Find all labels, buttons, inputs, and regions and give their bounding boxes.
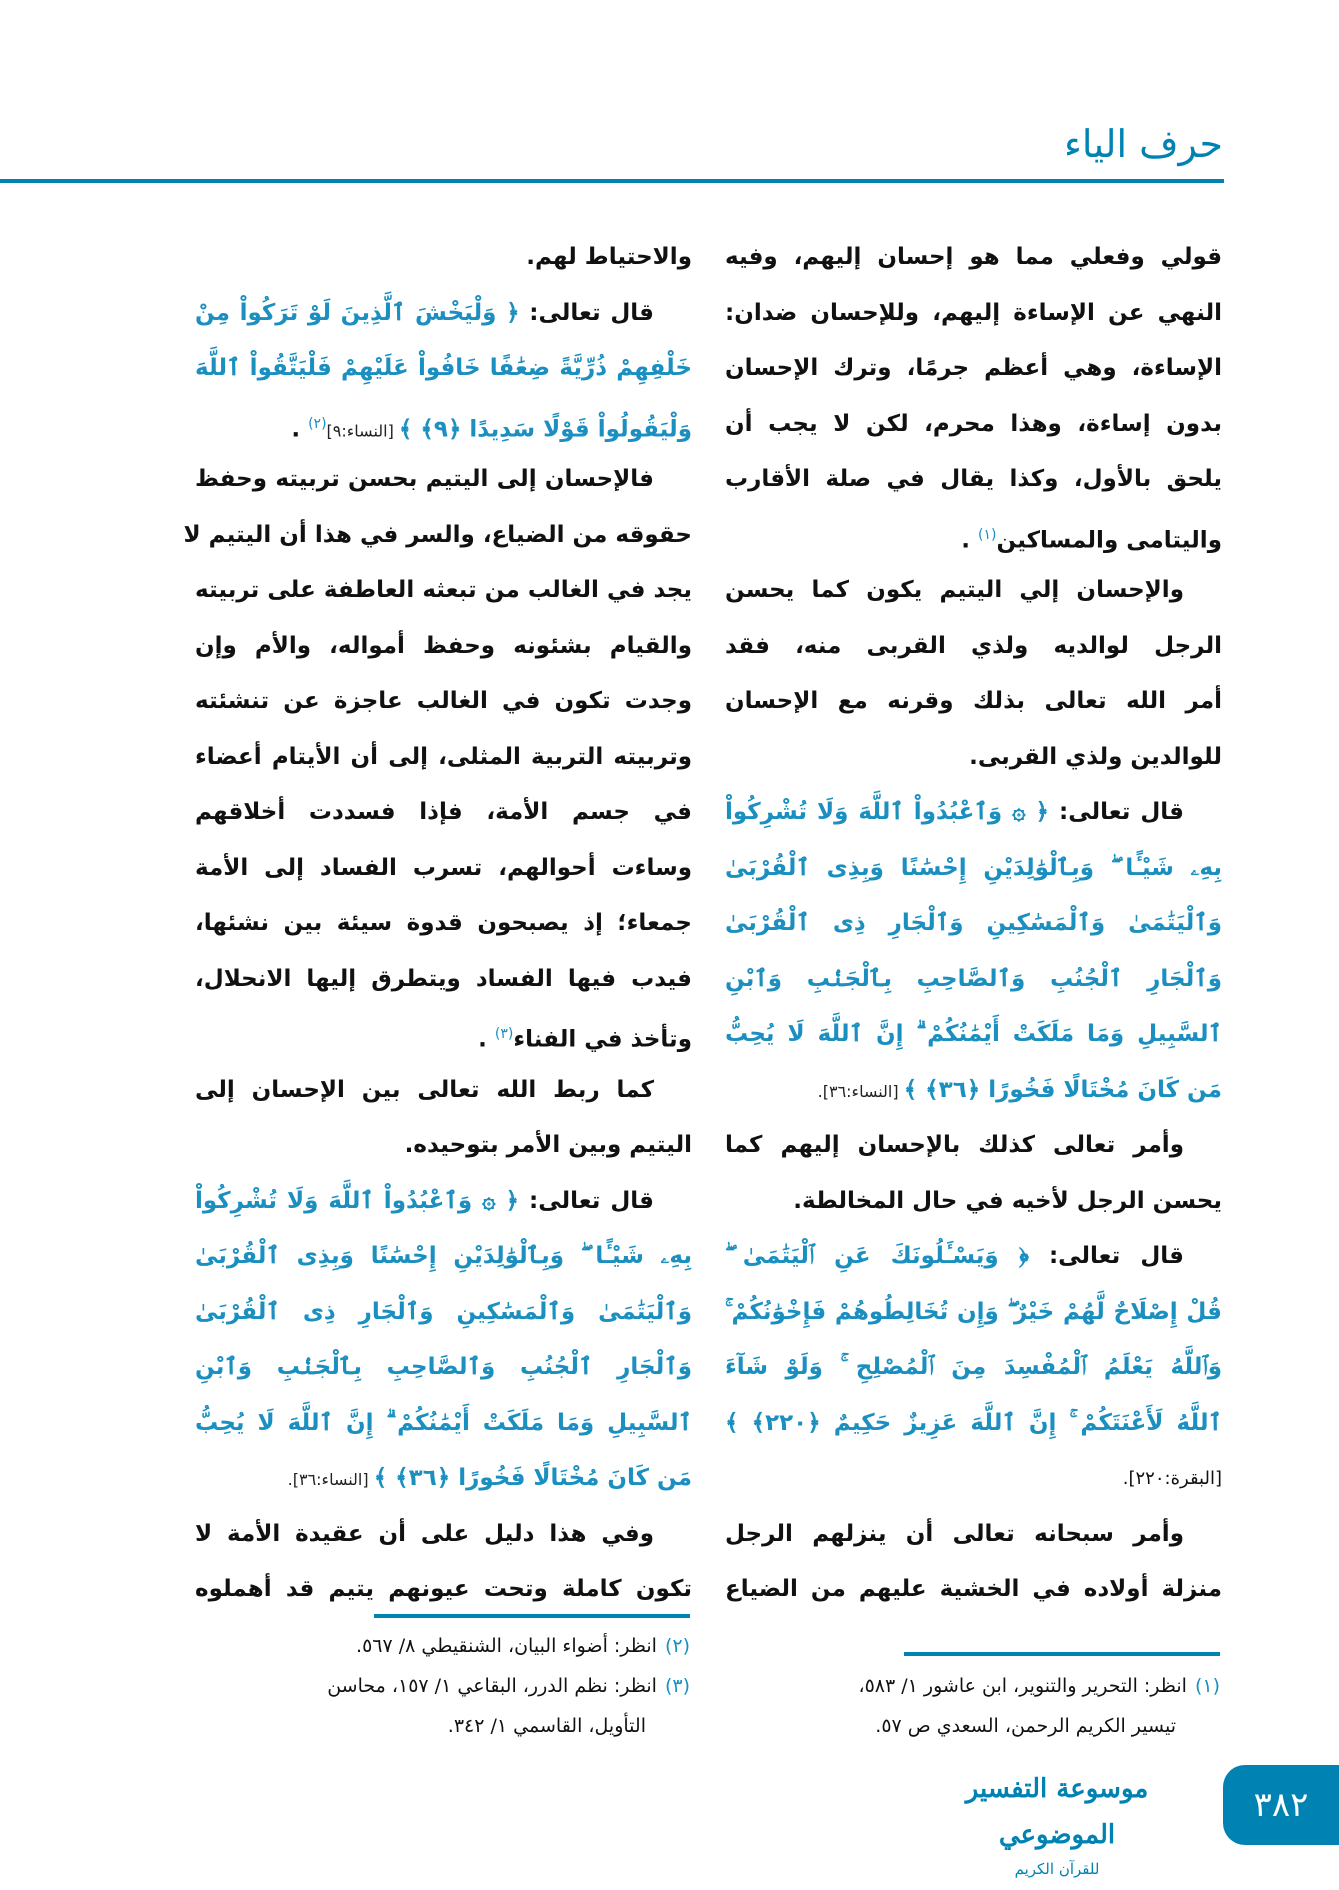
- line-text: قُلْ إِصْلَاحٌ لَّهُمْ خَيْرٌ ۖ وَإِن تُخَالِطُوهُمْ فَإِخْوَٰنُكُمْ ۚ: [725, 1298, 1222, 1325]
- footnote-reference[interactable]: (١): [978, 526, 997, 543]
- quran-verse-line: [725, 952, 1222, 1008]
- line-text: والاحتياط لهم.: [526, 244, 692, 270]
- line-text: بِهِۦ شَيْـًٔا ۖ وَبِٱلْوَٰلِدَيْنِ إِحْسَٰنًا وَبِذِى ٱلْقُرْبَىٰ: [725, 854, 1222, 881]
- quran-verse-line: [725, 896, 1222, 952]
- text-line: [725, 397, 1222, 453]
- text-line: [195, 896, 692, 952]
- text-line: [195, 785, 692, 841]
- text-line: [195, 230, 692, 286]
- footnote-number: (٢): [664, 1635, 690, 1657]
- footnote-reference[interactable]: (٣): [494, 1026, 514, 1042]
- quran-verse-line: [195, 1451, 692, 1507]
- quran-verse-line: [725, 785, 1222, 841]
- text-line: [195, 452, 692, 508]
- quran-verse-line: [195, 1229, 692, 1285]
- line-text: يجد في الغالب من تبعثه العاطفة على تربيته: [195, 577, 692, 603]
- page-number: ٣٨٢: [1223, 1765, 1339, 1845]
- text-line: [195, 1118, 692, 1174]
- line-text: قولي وفعلي مما هو إحسان إليهم، وفيه: [725, 244, 1222, 270]
- quran-verse-line: [195, 286, 692, 342]
- line-text: مَن كَانَ مُخْتَالًا فَخُورًا ﴿٣٦﴾ ﴾: [373, 1465, 692, 1491]
- verse-intro: قال تعالى:: [519, 299, 654, 326]
- footnote-text-cont: تيسير الكريم الرحمن، السعدي ص ٥٧.: [875, 1715, 1176, 1737]
- line-text: يحسن الرجل لأخيه في حال المخالطة.: [793, 1187, 1222, 1214]
- text-line: [725, 674, 1222, 730]
- line-text: وتأخذ في الفناء: [513, 1026, 692, 1053]
- line-text: حقوقه من الضياع، والسر في هذا أن اليتيم لا: [183, 521, 692, 548]
- punctuation: .: [961, 527, 979, 554]
- text-line: [725, 286, 1222, 342]
- line-text: وَٱلْيَتَٰمَىٰ وَٱلْمَسَٰكِينِ وَٱلْجَارِ ذِى ٱلْقُرْبَىٰ: [725, 910, 1222, 936]
- text-line: [725, 563, 1222, 619]
- line-text: وتربيته التربية المثلى، إلى أن الأيتام أعضاء: [195, 743, 692, 770]
- quran-verse-line: [195, 1340, 692, 1396]
- line-text: ﴿ وَلْيَخْشَ ٱلَّذِينَ لَوْ تَرَكُواْ مِنْ: [195, 299, 520, 326]
- line-text: بِهِۦ شَيْـًٔا ۖ وَبِٱلْوَٰلِدَيْنِ إِحْسَٰنًا وَبِذِى ٱلْقُرْبَىٰ: [195, 1243, 692, 1269]
- line-text: وَلْيَقُولُواْ قَوْلًا سَدِيدًا ﴿٩﴾ ﴾: [398, 416, 692, 443]
- line-text: اليتيم وبين الأمر بتوحيده.: [404, 1132, 692, 1158]
- line-text: كما ربط الله تعالى بين الإحسان إلى: [195, 1076, 654, 1103]
- quran-verse-line: [725, 1285, 1222, 1341]
- verse-citation: [النساء:٣٦].: [817, 1081, 904, 1101]
- text-line: [195, 730, 692, 786]
- line-text: وساءت أحوالهم، تسرب الفساد إلى الأمة: [195, 854, 692, 881]
- text-line: [725, 341, 1222, 397]
- footnote-3: [190, 1666, 690, 1746]
- line-text: النهي عن الإساءة إليهم، وللإحسان ضدان:: [725, 299, 1222, 326]
- text-line: [725, 230, 1222, 286]
- line-text: وجدت تكون في الغالب عاجزة عن تنشئته: [195, 688, 692, 714]
- footnote-reference[interactable]: (٢): [308, 415, 327, 432]
- line-text: وأمر سبحانه تعالى أن ينزلهم الرجل: [725, 1520, 1184, 1547]
- footnote-2: [190, 1626, 690, 1666]
- footnote-number: (٣): [664, 1675, 690, 1697]
- line-text: وَٱللَّهُ يَعْلَمُ ٱلْمُفْسِدَ مِنَ ٱلْمُصْلِحِ ۚ وَلَوْ شَآءَ: [725, 1354, 1222, 1380]
- text-line: [725, 1118, 1222, 1174]
- line-text: خَلْفِهِمْ ذُرِّيَّةً ضِعَٰفًا خَافُواْ عَلَيْهِمْ فَلْيَتَّقُواْ ٱللَّهَ: [195, 355, 692, 381]
- line-text: ٱلسَّبِيلِ وَمَا مَلَكَتْ أَيْمَٰنُكُمْ ۗ إِنَّ ٱللَّهَ لَا يُحِبُّ: [195, 1409, 692, 1436]
- verse-citation: [النساء:٩]: [326, 421, 399, 441]
- quran-verse-line: [195, 1174, 692, 1230]
- line-text: يلحق بالأول، وكذا يقال في صلة الأقارب: [725, 466, 1222, 492]
- punctuation: .: [478, 1026, 495, 1053]
- line-text: ﴿ وَيَسْـَٔلُونَكَ عَنِ ٱلْيَتَٰمَىٰ ۖ: [725, 1243, 1029, 1269]
- line-text: وفي هذا دليل على أن عقيدة الأمة لا: [195, 1520, 654, 1547]
- quran-verse-line: [195, 1285, 692, 1341]
- encyclopedia-logo: [934, 1766, 1180, 1878]
- line-text: بدون إساءة، وهذا محرم، لكن لا يجب أن: [725, 410, 1222, 437]
- line-text: ٱلسَّبِيلِ وَمَا مَلَكَتْ أَيْمَٰنُكُمْ ۗ إِنَّ ٱللَّهَ لَا يُحِبُّ: [725, 1021, 1222, 1047]
- line-text: فالإحسان إلى اليتيم بحسن تربيته وحفظ: [195, 466, 654, 492]
- text-line: [725, 508, 1222, 564]
- quran-verse-line: [195, 397, 692, 453]
- line-text: ﴿ ۞ وَٱعْبُدُواْ ٱللَّهَ وَلَا تُشْرِكُواْ: [725, 799, 1050, 825]
- line-text: أمر الله تعالى بذلك وقرنه مع الإحسان: [725, 688, 1222, 714]
- verse-intro: قال تعالى:: [519, 1187, 654, 1214]
- text-line: [195, 1063, 692, 1119]
- verse-intro: قال تعالى:: [1049, 799, 1184, 825]
- quran-verse-line: [725, 1396, 1222, 1452]
- chapter-title: حرف الياء: [1064, 122, 1223, 166]
- line-text: ٱللَّهُ لَأَعْنَتَكُمْ ۚ إِنَّ ٱللَّهَ عَزِيزٌ حَكِيمٌ ﴿٢٢٠﴾ ﴾: [725, 1409, 1222, 1436]
- verse-intro: قال تعالى:: [1028, 1243, 1184, 1269]
- line-text: تكون كاملة وتحت عيونهم يتيم قد أهملوه: [195, 1576, 692, 1602]
- line-text: في جسم الأمة، فإذا فسددت أخلاقهم: [195, 799, 692, 825]
- line-text: واليتامى والمساكين: [996, 527, 1222, 554]
- quran-verse-line: [195, 1396, 692, 1452]
- verse-citation: [النساء:٣٦].: [287, 1470, 374, 1489]
- text-line: [195, 563, 692, 619]
- footnote-text: انظر: نظم الدرر، البقاعي ١/ ١٥٧، محاسن: [327, 1675, 657, 1697]
- text-line: [195, 1562, 692, 1618]
- quran-verse-line: [725, 1063, 1222, 1119]
- text-line: [183, 508, 692, 564]
- footnote-number: (١): [1194, 1675, 1220, 1697]
- logo-main-text: موسوعة التفسير الموضوعي: [965, 1774, 1149, 1850]
- text-line: [725, 1451, 1222, 1507]
- line-text: للوالدين ولذي القربى.: [969, 743, 1222, 770]
- line-text: [البقرة:٢٢٠].: [1122, 1468, 1222, 1489]
- text-line: [725, 1562, 1222, 1618]
- quran-verse-line: [725, 841, 1222, 897]
- header-divider: [0, 179, 1224, 183]
- footnote-1: [700, 1666, 1220, 1746]
- footnote-text: انظر: أضواء البيان، الشنقيطي ٨/ ٥٦٧.: [356, 1635, 657, 1657]
- quran-verse-line: [725, 1229, 1222, 1285]
- text-line: [725, 619, 1222, 675]
- line-text: والقيام بشئونه وحفظ أمواله، والأم وإن: [195, 632, 692, 659]
- line-text: مَن كَانَ مُخْتَالًا فَخُورًا ﴿٣٦﴾ ﴾: [903, 1076, 1222, 1103]
- text-line: [195, 952, 692, 1008]
- footnote-text-cont: التأويل، القاسمي ١/ ٣٤٢.: [447, 1715, 646, 1737]
- line-text: منزلة أولاده في الخشية عليهم من الضياع: [725, 1576, 1222, 1602]
- text-line: [195, 841, 692, 897]
- line-text: والإحسان إلي اليتيم يكون كما يحسن: [725, 577, 1184, 603]
- left-text-column: [183, 230, 692, 1618]
- line-text: وَٱلْيَتَٰمَىٰ وَٱلْمَسَٰكِينِ وَٱلْجَارِ ذِى ٱلْقُرْبَىٰ: [195, 1298, 692, 1325]
- text-line: [195, 1007, 692, 1063]
- quran-verse-line: [725, 1007, 1222, 1063]
- line-text: الرجل لوالديه ولذي القربى منه، فقد: [725, 632, 1222, 659]
- right-text-column: [725, 230, 1222, 1618]
- text-line: [195, 674, 692, 730]
- footnote-text: انظر: التحرير والتنوير، ابن عاشور ١/ ٥٨٣،: [858, 1675, 1187, 1697]
- line-text: الإساءة، وهي أعظم جرمًا، وترك الإحسان: [725, 355, 1222, 381]
- quran-verse-line: [195, 341, 692, 397]
- text-line: [725, 452, 1222, 508]
- text-line: [725, 1507, 1222, 1563]
- line-text: ﴿ ۞ وَٱعْبُدُواْ ٱللَّهَ وَلَا تُشْرِكُواْ: [195, 1187, 520, 1214]
- quran-verse-line: [725, 1340, 1222, 1396]
- line-text: وأمر تعالى كذلك بالإحسان إليهم كما: [725, 1132, 1184, 1158]
- line-text: جمعاء؛ إذ يصبحون قدوة سيئة بين نشئها،: [195, 910, 692, 936]
- line-text: وَٱلْجَارِ ٱلْجُنُبِ وَٱلصَّاحِبِ بِٱلْجَنۢبِ وَٱبْنِ: [725, 965, 1222, 992]
- punctuation: .: [291, 416, 309, 443]
- footnote-separator-left: [374, 1614, 690, 1618]
- logo-sub-text: للقرآن الكريم: [1014, 1860, 1100, 1878]
- line-text: وَٱلْجَارِ ٱلْجُنُبِ وَٱلصَّاحِبِ بِٱلْجَنۢبِ وَٱبْنِ: [195, 1354, 692, 1380]
- text-line: [195, 1507, 692, 1563]
- text-line: [725, 1174, 1222, 1230]
- text-line: [725, 730, 1222, 786]
- footnote-separator-right: [904, 1652, 1220, 1656]
- line-text: فيدب فيها الفساد ويتطرق إليها الانحلال،: [195, 965, 692, 992]
- text-line: [195, 619, 692, 675]
